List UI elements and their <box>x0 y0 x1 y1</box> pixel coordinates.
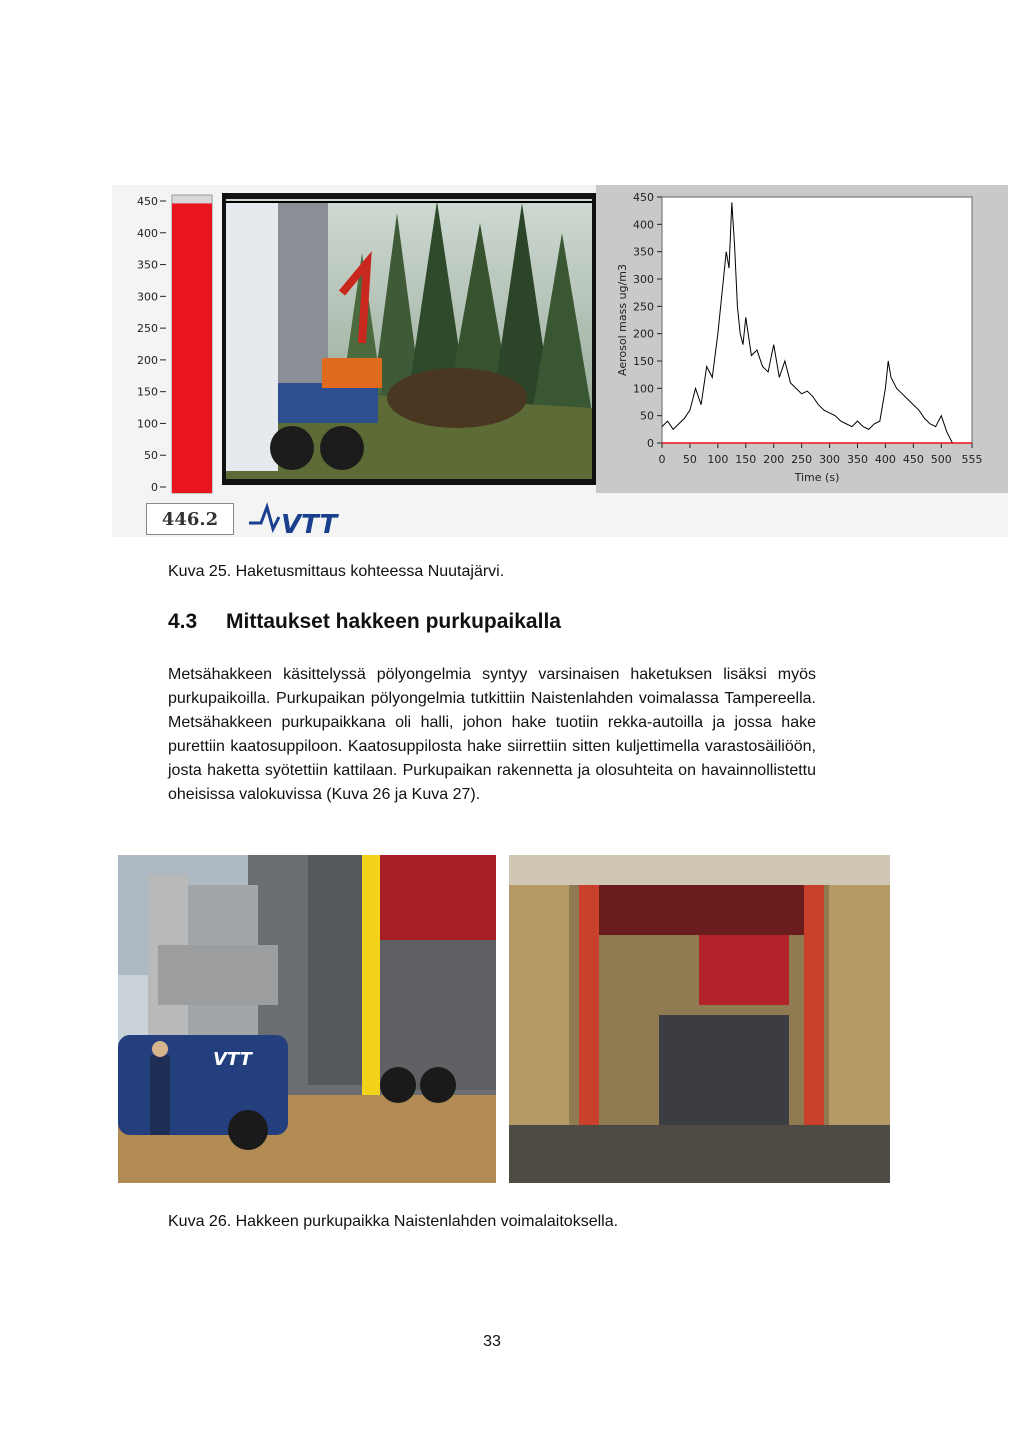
meter-tick-label: 50 <box>144 449 158 463</box>
x-tick-label: 555 <box>961 453 983 466</box>
x-tick-label: 150 <box>735 453 757 466</box>
section-title: Mittaukset hakkeen purkupaikalla <box>226 610 561 633</box>
figure-26-caption: Kuva 26. Hakkeen purkupaikka Naistenlahden voimalaitoksella. <box>168 1213 619 1230</box>
x-tick-label: 250 <box>791 453 813 466</box>
meter-tick-label: 350 <box>137 258 158 272</box>
x-tick-label: 400 <box>874 453 896 466</box>
x-tick-label: 50 <box>682 453 697 466</box>
x-tick-label: 300 <box>819 453 841 466</box>
y-tick-label: 450 <box>633 191 654 204</box>
photo-chipping-svg <box>222 193 596 485</box>
y-tick-label: 300 <box>633 273 654 286</box>
y-tick-label: 250 <box>633 300 654 314</box>
van-logo-text: VTT <box>213 1049 252 1070</box>
y-tick-label: 0 <box>647 437 654 450</box>
meter-tick-label: 100 <box>137 417 158 431</box>
aerosol-chart-panel <box>596 185 1008 493</box>
x-tick-label: 350 <box>846 453 868 466</box>
vtt-logo-text: VTT <box>281 510 338 537</box>
meter-tick-label: 300 <box>137 290 158 304</box>
section-number: 4.3 <box>168 610 198 633</box>
aerosol-chart <box>596 185 1008 493</box>
meter-tick-label: 450 <box>137 195 158 208</box>
x-tick-label: 0 <box>658 453 666 466</box>
meter-readout: 446.2 <box>146 503 234 535</box>
meter-tick-label: 150 <box>137 385 158 399</box>
x-tick-label: 200 <box>763 453 785 466</box>
figure-25 <box>112 185 1008 537</box>
y-tick-label: 400 <box>633 218 654 232</box>
photo-unloading-hall <box>509 855 890 1183</box>
y-tick-label: 150 <box>633 355 654 368</box>
aerosol-meter-gauge <box>112 185 222 537</box>
plot-area <box>662 197 972 443</box>
y-tick-label: 200 <box>633 327 654 341</box>
photo-chipping-site <box>222 193 596 485</box>
y-tick-label: 350 <box>633 245 654 259</box>
figure-25-caption: Kuva 25. Haketusmittaus kohteessa Nuutajärvi. <box>168 563 505 580</box>
vtt-logo <box>247 499 347 537</box>
meter-tick-label: 250 <box>137 322 158 336</box>
y-axis-label: Aerosol mass ug/m3 <box>616 264 629 376</box>
meter-svg <box>112 185 222 537</box>
x-tick-label: 500 <box>930 453 952 466</box>
meter-tick-label: 200 <box>137 353 158 367</box>
page-number: 33 <box>483 1333 501 1350</box>
section-heading <box>168 610 561 634</box>
meter-bar <box>172 203 212 493</box>
x-tick-label: 450 <box>902 453 924 466</box>
x-tick-label: 100 <box>707 453 729 466</box>
y-tick-label: 100 <box>633 382 654 396</box>
meter-tick-label: 0 <box>151 481 158 494</box>
meter-tick-label: 400 <box>137 226 158 240</box>
y-tick-label: 50 <box>640 409 654 423</box>
photo-plant-exterior <box>118 855 496 1183</box>
x-axis-label: Time (s) <box>794 471 840 484</box>
body-paragraph: Metsähakkeen käsittelyssä pölyongelmia syntyy varsinaisen haketuksen lisäksi myös purkupaikoilla. Purkupaikan pölyongelmia tutkittiin Naistenlahden voimalassa Tampereella. Metsähakkeen purkupaikkana oli halli, johon hake tuotiin rekka-autoilla ja jossa hake purettiin kaatosuppiloon. Kaatosuppilosta hake siirrettiin sitten kuljettimella varastosäiliöön, josta haketta syötettiin kattilaan. Purkupaikan rakennetta ja olosuhteita on havainnollistettu oheisissa valokuvissa (Kuva 26 ja Kuva 27). <box>168 666 816 803</box>
